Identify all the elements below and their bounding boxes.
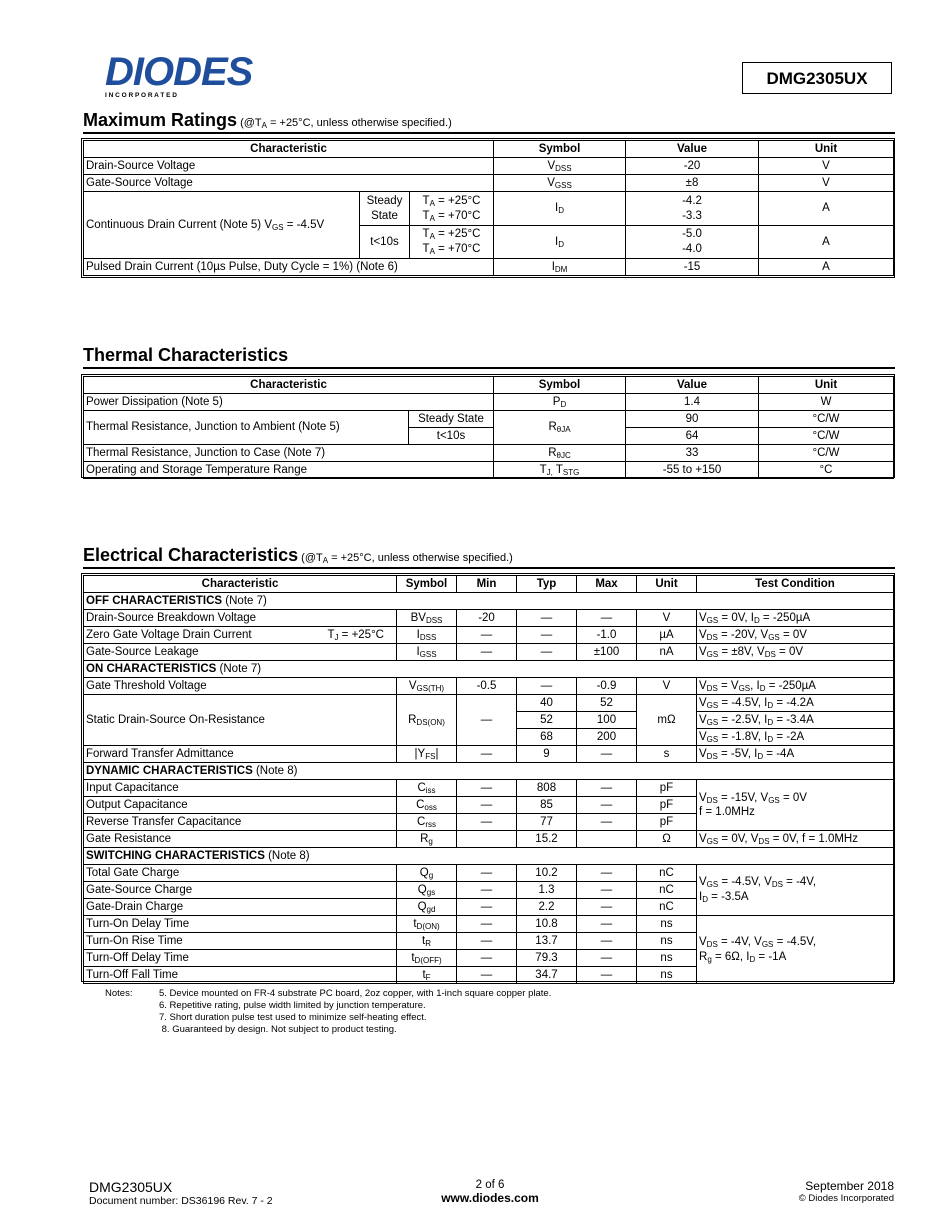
- section-row: OFF CHARACTERISTICS (Note 7): [84, 593, 894, 610]
- thermal-title: Thermal Characteristics: [83, 345, 289, 365]
- electrical-title: Electrical Characteristics ($@T_A = +25^\circ C$, unless otherwise specified.): [83, 545, 513, 565]
- table-row: 52 100 $V_{GS} = -2.5V$, $I_D = -3.4A$: [84, 712, 894, 729]
- table-row: Gate Threshold Voltage $V_{GS(TH)}$ -0.5 — -0.9 V $V_{DS} = V_{GS}$, $I_D = -250\mu A$: [84, 678, 894, 695]
- footer-page: 2 of 6: [475, 1179, 505, 1191]
- table-row: Gate-Source Voltage $V_{GSS}$ ±8 V: [84, 175, 894, 192]
- section-row: DYNAMIC CHARACTERISTICS (Note 8): [84, 763, 894, 780]
- footer-docnum: Document number: DS36196 Rev. 7 - 2: [89, 1195, 273, 1207]
- section-row: ON CHARACTERISTICS (Note 7): [84, 661, 894, 678]
- footer-url[interactable]: www.diodes.com: [441, 1191, 539, 1205]
- note-item: 6. Repetitive rating, pulse width limited by junction temperature.: [159, 1000, 426, 1011]
- table-row: Gate-Source Charge $Q_{gs}$ — 1.3 — nC: [84, 882, 894, 899]
- table-row: t<10s 64 °C/W: [84, 428, 894, 445]
- table-row: Gate Resistance $R_g$ 15.2 Ω $V_{GS} = 0V$, $V_{DS} = 0V$, f = 1.0MHz: [84, 831, 894, 848]
- table-row: 68 200 $V_{GS} = -1.8V$, $I_D = -2A$: [84, 729, 894, 746]
- table-header-row: Characteristic Symbol Value Unit: [84, 377, 894, 394]
- max-ratings-table: [83, 140, 894, 276]
- notes-label: Notes:: [105, 988, 133, 999]
- footer-copyright: © Diodes Incorporated: [798, 1193, 894, 1204]
- table-row: Forward Transfer Admittance $|Y_{FS}|$ — 9 — s $V_{DS} = -5V$, $I_D = -4A$: [84, 746, 894, 763]
- logo-subtext: I N C O R P O R A T E D: [105, 92, 177, 99]
- table-row: Turn-Off Delay Time $t_{D(OFF)}$ — 79.3 — ns: [84, 950, 894, 967]
- electrical-table: [83, 575, 894, 984]
- note-item: 7. Short duration pulse test used to minimize self-heating effect.: [159, 1012, 427, 1023]
- table-row: Zero Gate Voltage Drain Current $T_J = +25^\circ C$ $I_{DSS}$ — — -1.0 µA $V_{DS} = -20V$, $V_{GS} = 0V$: [84, 627, 894, 644]
- footer-left: [89, 1179, 273, 1207]
- footer-part: DMG2305UX: [89, 1179, 173, 1195]
- table-row: Output Capacitance $C_{oss}$ — 85 — pF: [84, 797, 894, 814]
- table-row: Power Dissipation (Note 5) $P_D$ 1.4 W: [84, 394, 894, 411]
- table-row: Input Capacitance $C_{iss}$ — 808 — pF $V_{DS} = -15V$, $V_{GS} = 0V$ f = 1.0MHz: [84, 780, 894, 797]
- part-number-box: DMG2305UX: [742, 62, 892, 94]
- table-row: Turn-On Rise Time $t_R$ — 13.7 — ns: [84, 933, 894, 950]
- diodes-logo: [103, 52, 273, 100]
- note-item: 5. Device mounted on FR-4 substrate PC board, 2oz copper, with 1-inch square copper plate.: [159, 988, 552, 999]
- table-row: t<10s $T_A = +25^\circ C$ $T_A = +70^\circ C$ $I_D$ -5.0 -4.0 A: [84, 226, 894, 259]
- table-row: Total Gate Charge $Q_g$ — 10.2 — nC $V_{GS} = -4.5V$, $V_{DS} = -4V$, $I_D = -3.5A$: [84, 865, 894, 882]
- footer-center: [390, 1179, 590, 1205]
- section-row: SWITCHING CHARACTERISTICS (Note 8): [84, 848, 894, 865]
- table-row: Drain-Source Breakdown Voltage $BV_{DSS}$ -20 — — V $V_{GS} = 0V$, $I_D = -250\mu A$: [84, 610, 894, 627]
- table-row: Thermal Resistance, Junction to Ambient (Note 5) Steady State $R_{\theta JA}$ 90 °C/W: [84, 411, 894, 428]
- max-ratings-title: Maximum Ratings ($@T_A = +25^\circ C$, unless otherwise specified.): [83, 110, 452, 130]
- table-header-row: Characteristic Symbol Min Typ Max Unit Test Condition: [84, 576, 894, 593]
- logo-text: DIODES: [105, 52, 253, 94]
- table-row: Static Drain-Source On-Resistance $R_{DS(ON)}$ — 40 52 mΩ $V_{GS} = -4.5V$, $I_D = -4.2A$: [84, 695, 894, 712]
- table-row: Continuous Drain Current (Note 5) $V_{GS} = -4.5V$ Steady State $T_A = +25^\circ C$ $T_A = +70^\circ C$ $I_D$ -4.2 -3.3 A: [84, 192, 894, 226]
- section-rule: [83, 367, 895, 369]
- table-row: Thermal Resistance, Junction to Case (Note 7) $R_{\theta JC}$ 33 °C/W: [84, 445, 894, 462]
- table-row: Reverse Transfer Capacitance $C_{rss}$ — 77 — pF: [84, 814, 894, 831]
- footer-date: September 2018: [805, 1179, 894, 1193]
- table-row: Turn-On Delay Time $t_{D(ON)}$ — 10.8 — ns $V_{DS} = -4V$, $V_{GS} = -4.5V$, $R_g = 6\Omega$, $I_D = -1A$: [84, 916, 894, 933]
- table-header-row: Characteristic Symbol Value Unit: [84, 141, 894, 158]
- table-row: Pulsed Drain Current (10µs Pulse, Duty Cycle = 1%) (Note 6) $I_{DM}$ -15 A: [84, 259, 894, 276]
- table-row: Turn-Off Fall Time $t_F$ — 34.7 — ns: [84, 967, 894, 984]
- thermal-table: [83, 376, 894, 479]
- footer-right: [799, 1179, 894, 1204]
- table-row: Operating and Storage Temperature Range $T_{J,}$ $T_{STG}$ -55 to +150 °C: [84, 462, 894, 479]
- table-row: Gate-Source Leakage $I_{GSS}$ — — ±100 nA $V_{GS} = \pm 8V$, $V_{DS} = 0V$: [84, 644, 894, 661]
- note-item: 8. Guaranteed by design. Not subject to product testing.: [159, 1024, 397, 1035]
- table-row: Drain-Source Voltage $V_{DSS}$ -20 V: [84, 158, 894, 175]
- section-rule: [83, 132, 895, 134]
- table-row: Gate-Drain Charge $Q_{gd}$ — 2.2 — nC: [84, 899, 894, 916]
- section-rule: [83, 567, 895, 569]
